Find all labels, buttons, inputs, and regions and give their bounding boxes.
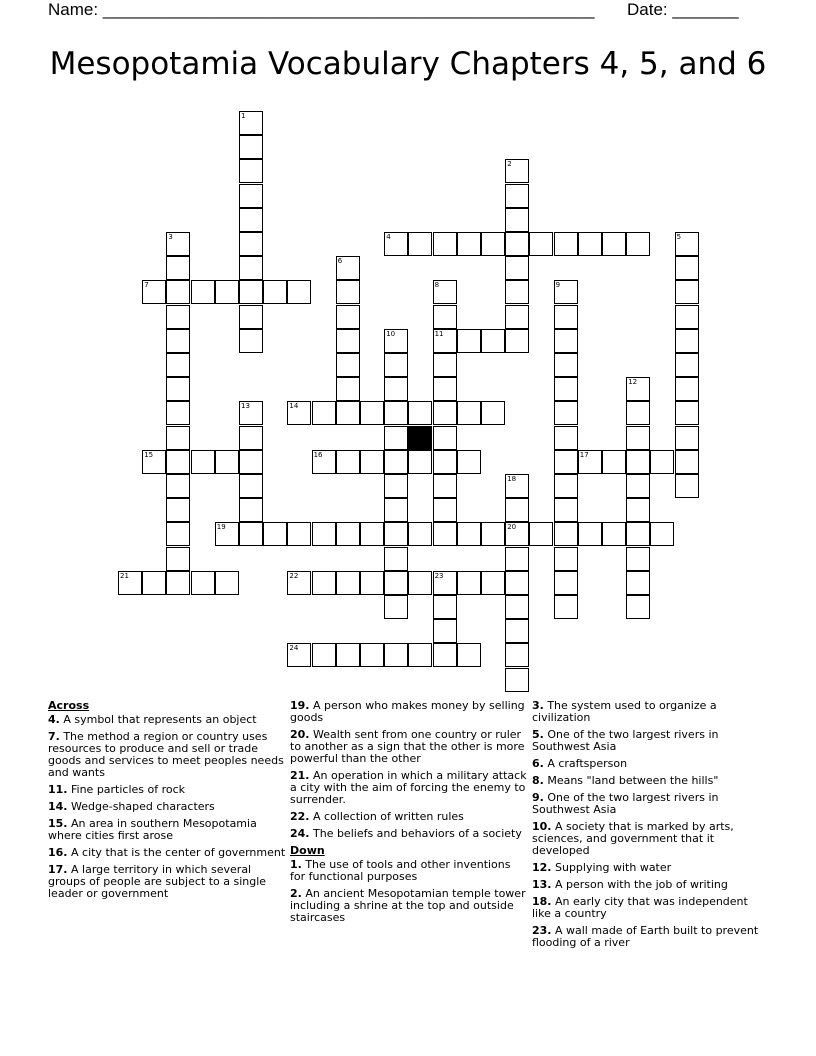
grid-cell[interactable] — [433, 329, 457, 353]
grid-cell[interactable] — [505, 571, 529, 595]
cell-number: 21 — [120, 571, 129, 580]
grid-cell[interactable] — [505, 280, 529, 304]
grid-cell[interactable] — [457, 232, 481, 256]
grid-cell[interactable] — [336, 643, 360, 667]
across-clue — [48, 801, 286, 813]
cell-number: 18 — [507, 475, 517, 483]
grid-cell[interactable] — [505, 208, 529, 232]
grid-cell[interactable] — [384, 595, 408, 619]
clue-number: 7. — [48, 730, 60, 743]
clue-number: 18. — [532, 895, 552, 908]
grid-cell[interactable] — [481, 329, 505, 353]
grid-cell[interactable] — [287, 643, 311, 667]
grid-cell[interactable] — [384, 571, 408, 595]
grid-cell[interactable] — [675, 377, 699, 401]
down-clue — [532, 729, 770, 753]
down-clue — [532, 700, 770, 724]
grid-cell[interactable] — [554, 426, 578, 450]
grid-cell[interactable] — [239, 135, 263, 159]
clue-text: A craftsperson — [543, 757, 628, 770]
grid-cell[interactable] — [287, 522, 311, 546]
clue-number: 3. — [532, 699, 544, 712]
grid-cell[interactable] — [505, 668, 529, 692]
cell-number: 19 — [216, 523, 226, 532]
clue-text: A person who makes money by selling goods — [290, 699, 525, 724]
grid-cell[interactable] — [433, 280, 457, 304]
cell-number: 20 — [507, 523, 517, 532]
grid-cell[interactable] — [505, 184, 529, 208]
grid-cell[interactable] — [505, 522, 529, 546]
grid-cell[interactable] — [626, 401, 650, 425]
grid-cell[interactable] — [118, 571, 142, 595]
grid-cell[interactable] — [650, 450, 674, 474]
grid-cell[interactable] — [384, 401, 408, 425]
grid-cell[interactable] — [554, 329, 578, 353]
grid-cell[interactable] — [239, 184, 263, 208]
grid-cell[interactable] — [433, 377, 457, 401]
across-clue — [48, 847, 286, 859]
grid-cell[interactable] — [433, 522, 457, 546]
grid-cell[interactable] — [505, 643, 529, 667]
grid-cell[interactable] — [287, 401, 311, 425]
across-clue — [290, 828, 528, 840]
grid-cell[interactable] — [433, 498, 457, 522]
grid-cell[interactable] — [166, 377, 190, 401]
grid-cell[interactable] — [481, 401, 505, 425]
cell-number: 11 — [434, 329, 444, 338]
grid-cell[interactable] — [166, 280, 190, 304]
grid-cell[interactable] — [312, 522, 336, 546]
grid-cell[interactable] — [433, 643, 457, 667]
grid-cell[interactable] — [239, 498, 263, 522]
grid-cell[interactable] — [481, 571, 505, 595]
grid-cell[interactable] — [408, 522, 432, 546]
cell-number: 22 — [289, 571, 299, 580]
grid-cell[interactable] — [239, 401, 263, 425]
grid-cell[interactable] — [554, 280, 578, 304]
grid-cell[interactable] — [215, 450, 239, 474]
down-clue — [532, 896, 770, 920]
grid-cell[interactable] — [529, 232, 553, 256]
cell-number: 5 — [676, 233, 682, 241]
grid-cell[interactable] — [166, 571, 190, 595]
clue-number: 20. — [290, 728, 310, 741]
grid-cell[interactable] — [384, 522, 408, 546]
grid-cell[interactable] — [433, 474, 457, 498]
grid-cell[interactable] — [626, 474, 650, 498]
cell-number: 23 — [434, 571, 444, 580]
cell-number: 1 — [241, 112, 246, 120]
clue-column-1 — [48, 700, 286, 905]
grid-cell[interactable] — [578, 450, 602, 474]
grid-cell[interactable] — [239, 256, 263, 280]
grid-cell[interactable] — [505, 474, 529, 498]
grid-cell[interactable] — [239, 208, 263, 232]
grid-cell[interactable] — [675, 232, 699, 256]
grid-cell[interactable] — [142, 450, 166, 474]
grid-cell[interactable] — [505, 498, 529, 522]
grid-cell[interactable] — [336, 305, 360, 329]
clue-text: Supplying with water — [551, 861, 672, 874]
cell-number: 2 — [507, 160, 512, 169]
grid-cell[interactable] — [433, 595, 457, 619]
down-clue — [532, 758, 770, 770]
grid-cell[interactable] — [675, 305, 699, 329]
cell-number: 16 — [313, 450, 323, 459]
grid-cell[interactable] — [457, 571, 481, 595]
grid-cell[interactable] — [384, 353, 408, 377]
grid-cell[interactable] — [457, 401, 481, 425]
grid-cell[interactable] — [554, 547, 578, 571]
cell-number: 13 — [241, 402, 250, 411]
grid-cell[interactable] — [336, 256, 360, 280]
cell-number: 10 — [386, 329, 396, 338]
grid-cell[interactable] — [215, 280, 239, 304]
grid-cell[interactable] — [239, 522, 263, 546]
grid-cell[interactable] — [384, 450, 408, 474]
clue-number: 1. — [290, 858, 302, 871]
grid-cell[interactable] — [675, 329, 699, 353]
grid-cell[interactable] — [360, 450, 384, 474]
grid-cell[interactable] — [408, 232, 432, 256]
clue-text: One of the two largest rivers in Southwest Asia — [532, 728, 719, 753]
grid-cell[interactable] — [529, 522, 553, 546]
grid-cell[interactable] — [360, 643, 384, 667]
grid-cell[interactable] — [360, 522, 384, 546]
grid-cell[interactable] — [626, 498, 650, 522]
grid-cell[interactable] — [166, 232, 190, 256]
grid-cell[interactable] — [554, 232, 578, 256]
clue-text: An operation in which a military attack a city with the aim of forcing the enemy to surrender. — [290, 769, 527, 806]
grid-cell[interactable] — [457, 450, 481, 474]
grid-cell[interactable] — [554, 353, 578, 377]
grid-cell[interactable] — [675, 280, 699, 304]
grid-cell[interactable] — [191, 280, 215, 304]
cell-number: 12 — [628, 378, 638, 387]
grid-cell[interactable] — [191, 571, 215, 595]
grid-cell[interactable] — [166, 329, 190, 353]
down-clue — [532, 925, 770, 949]
grid-cell[interactable] — [336, 401, 360, 425]
grid-cell[interactable] — [336, 377, 360, 401]
grid-cell[interactable] — [675, 401, 699, 425]
grid-cell[interactable] — [287, 571, 311, 595]
grid-cell[interactable] — [433, 353, 457, 377]
clue-number: 8. — [532, 774, 544, 787]
grid-cell[interactable] — [166, 305, 190, 329]
grid-cell[interactable] — [166, 426, 190, 450]
across-clue — [290, 700, 528, 724]
grid-cell[interactable] — [215, 522, 239, 546]
across-clue — [290, 811, 528, 823]
grid-cell[interactable] — [433, 401, 457, 425]
grid-cell[interactable] — [142, 571, 166, 595]
grid-cell[interactable] — [554, 571, 578, 595]
clue-number: 15. — [48, 817, 68, 830]
grid-cell[interactable] — [675, 474, 699, 498]
grid-cell[interactable] — [505, 329, 529, 353]
grid-cell[interactable] — [166, 353, 190, 377]
grid-cell[interactable] — [554, 595, 578, 619]
cell-number: 14 — [289, 402, 299, 411]
clue-number: 6. — [532, 757, 544, 770]
clue-number: 23. — [532, 924, 552, 937]
cell-number: 3 — [168, 233, 173, 241]
black-cell — [408, 426, 432, 450]
clue-number: 12. — [532, 861, 552, 874]
grid-cell[interactable] — [675, 450, 699, 474]
grid-cell[interactable] — [239, 426, 263, 450]
grid-cell[interactable] — [626, 595, 650, 619]
grid-cell[interactable] — [578, 522, 602, 546]
grid-cell[interactable] — [408, 401, 432, 425]
down-clue — [532, 775, 770, 787]
clue-text: The beliefs and behaviors of a society — [309, 827, 522, 840]
grid-cell[interactable] — [481, 232, 505, 256]
grid-cell[interactable] — [626, 522, 650, 546]
grid-cell[interactable] — [554, 401, 578, 425]
grid-cell[interactable] — [578, 232, 602, 256]
clue-text: A symbol that represents an object — [59, 713, 257, 726]
grid-cell[interactable] — [384, 329, 408, 353]
clue-number: 9. — [532, 791, 544, 804]
clue-text: The use of tools and other inventions for functional purposes — [290, 858, 511, 883]
grid-cell[interactable] — [142, 280, 166, 304]
grid-cell[interactable] — [433, 619, 457, 643]
grid-cell[interactable] — [312, 401, 336, 425]
cell-number: 24 — [289, 644, 299, 653]
grid-cell[interactable] — [505, 256, 529, 280]
across-clue — [48, 731, 286, 779]
clue-column-2 — [290, 700, 528, 929]
clue-text: A wall made of Earth built to prevent flooding of a river — [532, 924, 759, 949]
clue-number: 17. — [48, 863, 68, 876]
grid-cell[interactable] — [433, 305, 457, 329]
grid-cell[interactable] — [384, 426, 408, 450]
clue-number: 13. — [532, 878, 552, 891]
cell-number: 15 — [144, 450, 154, 459]
grid-cell[interactable] — [384, 547, 408, 571]
grid-cell[interactable] — [650, 522, 674, 546]
grid-cell[interactable] — [505, 159, 529, 183]
across-heading: Across — [48, 699, 90, 712]
grid-cell[interactable] — [457, 329, 481, 353]
grid-cell[interactable] — [239, 159, 263, 183]
grid-cell[interactable] — [336, 280, 360, 304]
grid-cell[interactable] — [675, 256, 699, 280]
across-clue — [48, 784, 286, 796]
cell-number: 6 — [337, 257, 343, 266]
grid-cell[interactable] — [336, 450, 360, 474]
grid-cell[interactable] — [554, 474, 578, 498]
down-heading: Down — [290, 844, 325, 857]
cell-number: 17 — [579, 450, 589, 459]
clue-number: 4. — [48, 713, 60, 726]
grid-cell[interactable] — [312, 571, 336, 595]
grid-cell[interactable] — [408, 450, 432, 474]
grid-cell[interactable] — [602, 232, 626, 256]
across-clue — [290, 770, 528, 806]
grid-cell[interactable] — [505, 232, 529, 256]
grid-cell[interactable] — [554, 450, 578, 474]
cell-number: 4 — [386, 233, 391, 241]
grid-cell[interactable] — [505, 595, 529, 619]
grid-cell[interactable] — [554, 305, 578, 329]
grid-cell[interactable] — [166, 547, 190, 571]
grid-cell[interactable] — [191, 450, 215, 474]
cell-number: 9 — [555, 281, 561, 290]
grid-cell[interactable] — [554, 522, 578, 546]
clue-number: 10. — [532, 820, 552, 833]
clue-text: A society that is marked by arts, sciences, and government that it developed — [532, 820, 734, 857]
grid-cell[interactable] — [675, 426, 699, 450]
grid-cell[interactable] — [626, 450, 650, 474]
grid-cell[interactable] — [239, 474, 263, 498]
grid-cell[interactable] — [360, 401, 384, 425]
down-clue — [532, 862, 770, 874]
clue-text: A city that is the center of government — [67, 846, 286, 859]
grid-cell[interactable] — [239, 329, 263, 353]
grid-cell[interactable] — [433, 232, 457, 256]
grid-cell[interactable] — [675, 353, 699, 377]
grid-cell[interactable] — [554, 498, 578, 522]
down-clue — [532, 879, 770, 891]
grid-cell[interactable] — [505, 619, 529, 643]
across-clue — [48, 714, 286, 726]
grid-cell[interactable] — [433, 426, 457, 450]
clue-number: 14. — [48, 800, 68, 813]
grid-cell[interactable] — [626, 377, 650, 401]
grid-cell[interactable] — [263, 280, 287, 304]
grid-cell[interactable] — [360, 571, 384, 595]
date-line[interactable]: Date: _______ — [627, 0, 739, 19]
grid-cell[interactable] — [481, 522, 505, 546]
grid-cell[interactable] — [336, 353, 360, 377]
grid-cell[interactable] — [215, 571, 239, 595]
grid-cell[interactable] — [239, 232, 263, 256]
down-clue — [290, 888, 528, 924]
clue-number: 21. — [290, 769, 310, 782]
grid-cell[interactable] — [384, 377, 408, 401]
clue-number: 16. — [48, 846, 68, 859]
grid-cell[interactable] — [166, 474, 190, 498]
clue-text: A collection of written rules — [309, 810, 464, 823]
grid-cell[interactable] — [626, 571, 650, 595]
grid-cell[interactable] — [166, 401, 190, 425]
clue-column-3 — [532, 700, 770, 954]
grid-cell[interactable] — [626, 547, 650, 571]
clue-number: 11. — [48, 783, 68, 796]
clue-text: Wealth sent from one country or ruler to another as a sign that the other is more powerful than the other — [290, 728, 525, 765]
page-title: Mesopotamia Vocabulary Chapters 4, 5, and 6 — [49, 46, 767, 82]
grid-cell[interactable] — [287, 280, 311, 304]
clue-number: 19. — [290, 699, 310, 712]
clue-text: One of the two largest rivers in Southwest Asia — [532, 791, 719, 816]
across-clue — [48, 864, 286, 900]
down-clue — [290, 859, 528, 883]
clue-number: 2. — [290, 887, 302, 900]
grid-cell[interactable] — [408, 571, 432, 595]
grid-cell[interactable] — [554, 377, 578, 401]
grid-cell[interactable] — [239, 280, 263, 304]
clue-text: A large territory in which several groups of people are subject to a single leader or government — [48, 863, 267, 900]
clue-text: A person with the job of writing — [551, 878, 728, 891]
clue-text: An area in southern Mesopotamia where cities first arose — [48, 817, 257, 842]
grid-cell[interactable] — [312, 450, 336, 474]
grid-cell[interactable] — [336, 571, 360, 595]
clue-text: Means "land between the hills" — [543, 774, 719, 787]
grid-cell[interactable] — [457, 643, 481, 667]
clue-number: 22. — [290, 810, 310, 823]
clue-text: An early city that was independent like a country — [532, 895, 748, 920]
grid-cell[interactable] — [433, 450, 457, 474]
down-clue — [532, 792, 770, 816]
grid-cell[interactable] — [263, 522, 287, 546]
grid-cell[interactable] — [166, 522, 190, 546]
grid-cell[interactable] — [166, 450, 190, 474]
clue-text: Fine particles of rock — [67, 783, 186, 796]
grid-cell[interactable] — [626, 232, 650, 256]
grid-cell[interactable] — [166, 498, 190, 522]
grid-cell[interactable] — [239, 305, 263, 329]
cell-number: 8 — [434, 281, 440, 290]
grid-cell[interactable] — [433, 571, 457, 595]
grid-cell[interactable] — [166, 256, 190, 280]
clue-text: The method a region or country uses resources to produce and sell or trade goods and services to meet peoples needs and wants — [48, 730, 284, 779]
clue-number: 5. — [532, 728, 544, 741]
clue-text: Wedge-shaped characters — [67, 800, 215, 813]
grid-cell[interactable] — [384, 232, 408, 256]
grid-cell[interactable] — [505, 305, 529, 329]
grid-cell[interactable] — [602, 522, 626, 546]
clue-number: 24. — [290, 827, 310, 840]
grid-cell[interactable] — [602, 450, 626, 474]
across-clue — [48, 818, 286, 842]
grid-cell[interactable] — [384, 474, 408, 498]
grid-cell[interactable] — [505, 547, 529, 571]
grid-cell[interactable] — [384, 643, 408, 667]
clue-text: The system used to organize a civilization — [532, 699, 717, 724]
grid-cell[interactable] — [239, 111, 263, 135]
clue-text: An ancient Mesopotamian temple tower including a shrine at the top and outside staircases — [290, 887, 526, 924]
grid-cell[interactable] — [457, 522, 481, 546]
grid-cell[interactable] — [408, 643, 432, 667]
grid-cell[interactable] — [312, 643, 336, 667]
across-clue — [290, 729, 528, 765]
grid-cell[interactable] — [239, 450, 263, 474]
grid-cell[interactable] — [336, 522, 360, 546]
down-clue — [532, 821, 770, 857]
name-line[interactable]: Name: ____________________________________________________ — [48, 0, 595, 19]
grid-cell[interactable] — [336, 329, 360, 353]
grid-cell[interactable] — [626, 426, 650, 450]
cell-number: 7 — [144, 281, 149, 290]
grid-cell[interactable] — [384, 498, 408, 522]
